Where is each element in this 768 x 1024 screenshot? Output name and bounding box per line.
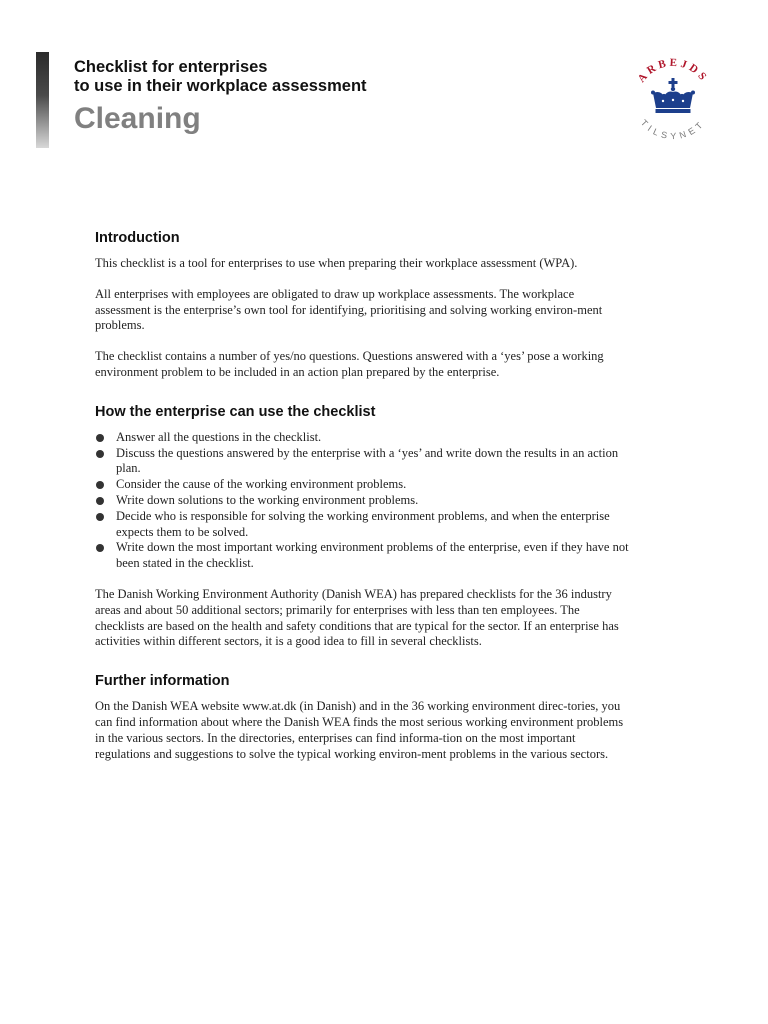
document-subtitle: Cleaning [74, 102, 201, 135]
further-information-paragraph: On the Danish WEA website www.at.dk (in Danish) and in the 36 working environment direc-tories, you can find information about where the Danish WEA finds the most serious working environment problems in the various sectors. In the directories, enterprises can find informa-tion on the most important regulations and suggestions to solve the typical working environ-ment problems in the various sectors. [95, 699, 624, 761]
title-line-2: to use in their workplace assessment [74, 77, 367, 95]
how-to-paragraph: The Danish Working Environment Authority (Danish WEA) has prepared checklists for the 36 industry areas and about 50 additional sectors; primarily for enterprises with less than ten employees. The checklists are based on the health and safety conditions that are typical for the sector. If an enterprise has activities within different sectors, it is a good idea to fill in several checklists. [95, 586, 619, 649]
svg-text:TILSYNET [639, 118, 707, 142]
list-item [95, 509, 630, 541]
bullet-icon [96, 544, 104, 552]
list-item [95, 477, 630, 493]
logo-arc-bottom-text: TILSYNET [638, 117, 708, 142]
list-item-text: Answer all the questions in the checklist. [116, 429, 322, 444]
document-body [95, 230, 630, 777]
header-accent-bar [36, 52, 49, 148]
list-item-text: Write down the most important working environment problems of the enterprise, even if they have not been stated in the checklist. [116, 540, 629, 571]
section-heading-introduction: Introduction [95, 230, 180, 246]
bullet-icon [96, 513, 104, 521]
list-item-text: Discuss the questions answered by the enterprise with a ‘yes’ and write down the results in an action plan. [116, 445, 619, 476]
bullet-icon [96, 434, 104, 442]
how-to-list [95, 430, 630, 572]
crown-icon [651, 78, 695, 113]
bullet-icon [96, 450, 104, 458]
logo-graphic [618, 46, 728, 156]
bullet-icon [96, 481, 104, 489]
arbejdstilsynet-logo [618, 46, 728, 156]
bullet-icon [96, 497, 104, 505]
section-heading-how-to: How the enterprise can use the checklist [95, 403, 376, 420]
list-item [95, 493, 630, 509]
list-item [95, 540, 630, 572]
intro-paragraph-2: All enterprises with employees are obligated to draw up workplace assessments. The workplace assessment is the enterprise’s own tool for identifying, prioritising and solving working environ-ment problems. [95, 286, 603, 333]
list-item [95, 446, 630, 478]
intro-paragraph-3: The checklist contains a number of yes/no questions. Questions answered with a ‘yes’ pose a working environment problem to be included in an action plan prepared by the enterprise. [95, 349, 604, 379]
title-line-1: Checklist for enterprises [74, 58, 268, 76]
document-header [74, 58, 367, 136]
list-item-text: Decide who is responsible for solving the working environment problems, and when the enterprise expects them to be solved. [116, 508, 610, 539]
logo-arc-top-text: ARBEJDS [635, 56, 711, 85]
intro-paragraph-1: This checklist is a tool for enterprises to use when preparing their workplace assessment (WPA). [95, 256, 578, 270]
section-heading-further-information: Further information [95, 673, 230, 690]
document-title [74, 58, 367, 96]
list-item [95, 430, 630, 446]
list-item-text: Write down solutions to the working environment problems. [116, 492, 419, 507]
list-item-text: Consider the cause of the working environment problems. [116, 477, 407, 492]
